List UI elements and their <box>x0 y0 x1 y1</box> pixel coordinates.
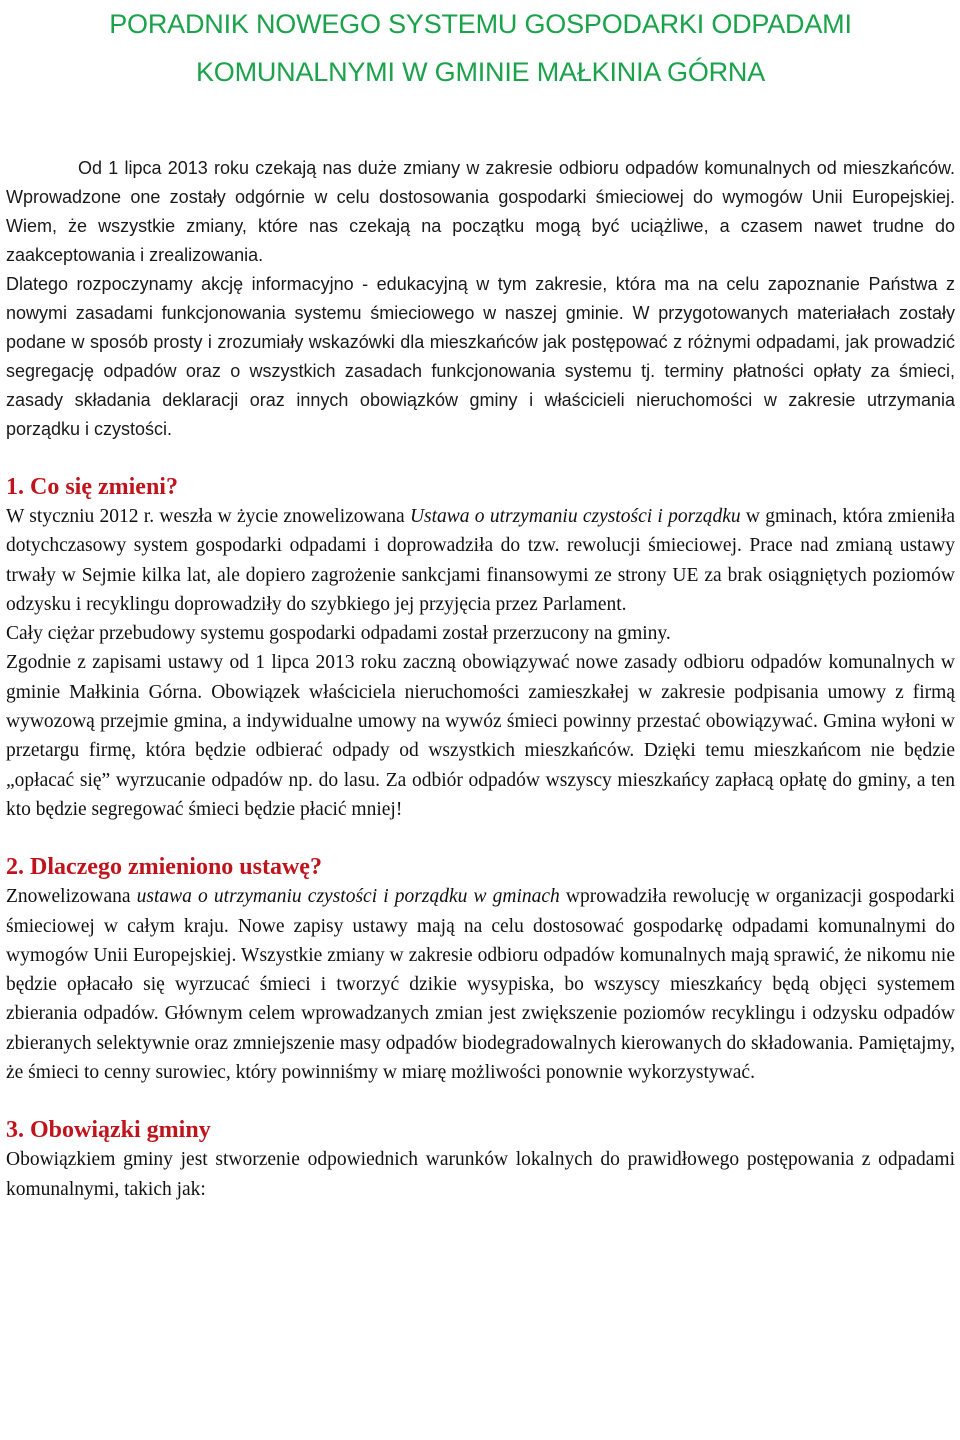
section-2-p1-italic: ustawa o utrzymaniu czystości i porządku w gminach <box>136 886 560 908</box>
section-1-p1-before: W styczniu 2012 r. weszła w życie znowelizowana <box>6 506 410 527</box>
section-2-p1-before: Znowelizowana <box>6 886 137 908</box>
title-line-2: KOMUNALNYMI W GMINIE MAŁKINIA GÓRNA <box>195 57 766 87</box>
title-line-1: PORADNIK NOWEGO SYSTEMU GOSPODARKI ODPADAMI <box>109 9 852 39</box>
section-1-p1-after: w gminach, która zmieniła dotychczasowy system gospodarki odpadami i doprowadziła do tzw. rewolucji śmieciowej. Prace nad zmianą ustawy trwały w Sejmie kilka lat, ale dopiero zagrożenie sankcjami finansowymi ze strony UE za brak osiągniętych poziomów odzysku i recyklingu doprowadziły do szybkiego jej przyjęcia przez Parlament. <box>6 506 955 615</box>
section-3-paragraph-1: Obowiązkiem gminy jest stworzenie odpowiednich warunków lokalnych do prawidłowego postępowania z odpadami komunalnymi, takich jak: <box>6 1149 955 1200</box>
section-1-p1-italic: Ustawa o utrzymaniu czystości i porządku <box>409 506 741 527</box>
section-2-p1-after: wprowadziła rewolucję w organizacji gospodarki śmieciowej w całym kraju. Nowe zapisy ustawy mają na celu dostosować gospodarkę odpadami komunalnymi do wymogów Unii Europejskiej. Wszystkie zmiany w zakresie odbioru odpadów komunalnych mają sprawić, że nikomu nie będzie opłacało się wyrzucać śmieci i tworzyć dzikie wysypiska, bo wszyscy mieszkańcy będą objęci systemem zbierania odpadów. Głównym celem wprowadzanych zmian jest zwiększenie poziomów recyklingu i odzysku odpadów zbieranych selektywnie oraz zmniejszenie masy odpadów biodegradowalnych kierowanych do składowania. Pamiętajmy, że śmieci to cenny surowiec, który powinniśmy w miarę możliwości ponownie wykorzystywać. <box>6 886 955 1084</box>
section-1-paragraph-2: Cały ciężar przebudowy systemu gospodarki odpadami został przerzucony na gminy. <box>6 623 671 645</box>
intro-paragraph-2: Dlatego rozpoczynamy akcję informacyjno - edukacyjną w tym zakresie, która ma na celu zapoznanie Państwa z nowymi zasadami funkcjonowania systemu śmieciowego w naszej gminie. W przygotowanych materiałach zostały podane w sposób prosty i zrozumiały wskazówki dla mieszkańców jak postępować z różnymi odpadami, jak prowadzić segregację odpadów oraz o wszystkich zasadach funkcjonowania systemu tj. terminy płatności opłaty za śmieci, zasady składania deklaracji oraz innych obowiązków gminy i właścicieli nieruchomości w zakresie utrzymania porządku i czystości. <box>6 274 955 439</box>
document-page <box>6 0 955 1204</box>
intro-paragraph-1: Od 1 lipca 2013 roku czekają nas duże zmiany w zakresie odbioru odpadów komunalnych od mieszkańców. Wprowadzone one zostały odgórnie w celu dostosowania gospodarki śmieciowej do wymogów Unii Europejskiej. Wiem, że wszystkie zmiany, które nas czekają na początku mogą być uciążliwe, a czasem nawet trudne do zaakceptowania i zrealizowania. <box>6 158 955 265</box>
document-title <box>6 0 955 96</box>
section-2-heading: 2. Dlaczego zmieniono ustawę? <box>6 854 322 881</box>
section-2-paragraph-1 <box>6 882 955 1087</box>
section-1-paragraph-1 <box>6 502 955 619</box>
section-3-heading: 3. Obowiązki gminy <box>6 1117 211 1144</box>
section-1-heading: 1. Co się zmieni? <box>6 474 178 500</box>
section-1-paragraph-3: Zgodnie z zapisami ustawy od 1 lipca 2013 roku zaczną obowiązywać nowe zasady odbioru odpadów komunalnych w gminie Małkinia Górna. Obowiązek właściciela nieruchomości zamieszkałej w zakresie podpisania umowy z firmą wywozową przejmie gmina, a indywidualne umowy na wywóz śmieci powinny przestać obowiązywać. Gmina wyłoni w przetargu firmę, która będzie odbierać odpady od wszystkich mieszkańców. Dzięki temu mieszkańcom nie będzie „opłacać się” wyrzucanie odpadów np. do lasu. Za odbiór odpadów wszyscy mieszkańcy zapłacą opłatę do gminy, a ten kto będzie segregować śmieci będzie płacić mniej! <box>6 652 955 820</box>
